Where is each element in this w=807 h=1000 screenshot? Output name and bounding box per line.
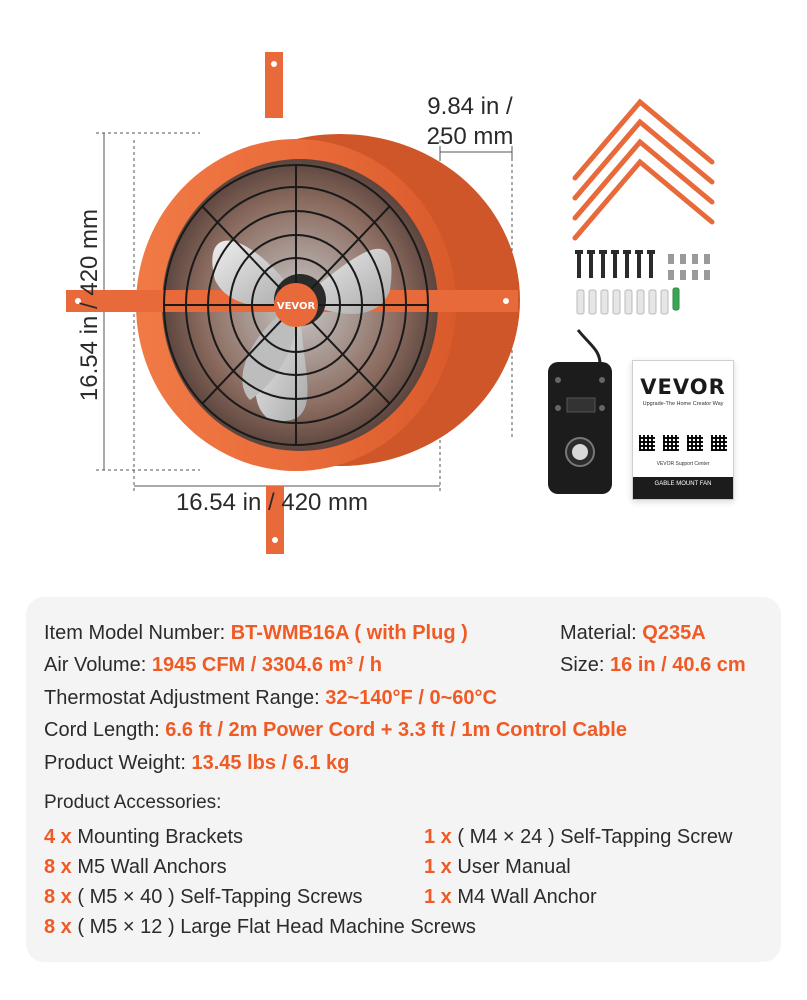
manual-support: VEVOR Support Center bbox=[656, 461, 710, 467]
spec-value: Q235A bbox=[642, 622, 706, 644]
spec-model bbox=[44, 620, 468, 646]
accessory-item bbox=[44, 854, 227, 880]
accessories-title: Product Accessories: bbox=[44, 792, 222, 813]
spec-value: 32~140°F / 0~60°C bbox=[325, 687, 497, 709]
spec-value: 1945 CFM / 3304.6 m³ / h bbox=[151, 654, 382, 676]
spec-value: 6.6 ft / 2m Power Cord + 3.3 ft / 1m Control Cable bbox=[165, 719, 627, 741]
accessory-name: M5 Wall Anchors bbox=[77, 856, 227, 878]
accessory-qty: 1 x bbox=[424, 886, 452, 908]
depth-label-line1: 9.84 in / bbox=[427, 93, 513, 120]
depth-dimension-label bbox=[395, 92, 545, 152]
spec-air-volume bbox=[44, 652, 382, 678]
wall-anchors bbox=[577, 288, 679, 314]
self-tapping-screws bbox=[575, 250, 655, 278]
accessory-item bbox=[424, 884, 597, 910]
width-dimension-label: 16.54 in / 420 mm bbox=[175, 489, 369, 516]
spec-value: 16 in / 40.6 cm bbox=[610, 654, 746, 676]
accessory-qty: 8 x bbox=[44, 916, 72, 938]
spec-label: Item Model Number: bbox=[44, 622, 226, 644]
spec-label: Product Weight: bbox=[44, 752, 186, 774]
fan-brand-logo: VEVOR bbox=[276, 301, 316, 312]
accessory-item bbox=[44, 914, 476, 940]
accessory-item bbox=[44, 884, 363, 910]
qr-code-icon bbox=[639, 435, 655, 451]
spec-size bbox=[560, 652, 746, 678]
accessory-qty: 1 x bbox=[424, 856, 452, 878]
manual-tagline: Upgrade-The Home Creator Way bbox=[642, 401, 724, 407]
accessory-item bbox=[424, 824, 733, 850]
spec-cord bbox=[44, 717, 627, 743]
accessory-qty: 4 x bbox=[44, 826, 72, 848]
accessory-qty: 8 x bbox=[44, 856, 72, 878]
spec-value: BT-WMB16A ( with Plug ) bbox=[230, 622, 468, 644]
spec-material bbox=[560, 620, 706, 646]
spec-thermostat bbox=[44, 685, 497, 711]
qr-code-icon bbox=[687, 435, 703, 451]
qr-code-icon bbox=[663, 435, 679, 451]
accessory-name: M4 Wall Anchor bbox=[457, 886, 597, 908]
mounting-brackets bbox=[575, 102, 712, 238]
accessory-name: ( M5 × 40 ) Self-Tapping Screws bbox=[77, 886, 363, 908]
accessory-name: ( M5 × 12 ) Large Flat Head Machine Screws bbox=[77, 916, 476, 938]
height-dimension-label: 16.54 in / 420 mm bbox=[76, 208, 103, 402]
depth-label-line2: 250 mm bbox=[426, 123, 514, 150]
accessory-item bbox=[424, 854, 571, 880]
accessory-name: ( M4 × 24 ) Self-Tapping Screw bbox=[457, 826, 733, 848]
manual-brand: VEVOR bbox=[640, 375, 726, 399]
accessory-qty: 8 x bbox=[44, 886, 72, 908]
spec-weight bbox=[44, 750, 349, 776]
accessory-qty: 1 x bbox=[424, 826, 452, 848]
spec-label: Material: bbox=[560, 622, 637, 644]
spec-label: Air Volume: bbox=[44, 654, 147, 676]
spec-label: Cord Length: bbox=[44, 719, 160, 741]
qr-code-icon bbox=[711, 435, 727, 451]
accessory-name: Mounting Brackets bbox=[77, 826, 244, 848]
accessory-item bbox=[44, 824, 243, 850]
machine-screws bbox=[668, 254, 710, 280]
spec-label: Size: bbox=[560, 654, 605, 676]
manual-title: GABLE MOUNT FAN bbox=[633, 477, 733, 499]
spec-value: 13.45 lbs / 6.1 kg bbox=[191, 752, 350, 774]
accessory-name: User Manual bbox=[457, 856, 571, 878]
spec-label: Thermostat Adjustment Range: bbox=[44, 687, 320, 709]
manual-qr-codes bbox=[633, 435, 733, 451]
user-manual bbox=[632, 360, 734, 500]
